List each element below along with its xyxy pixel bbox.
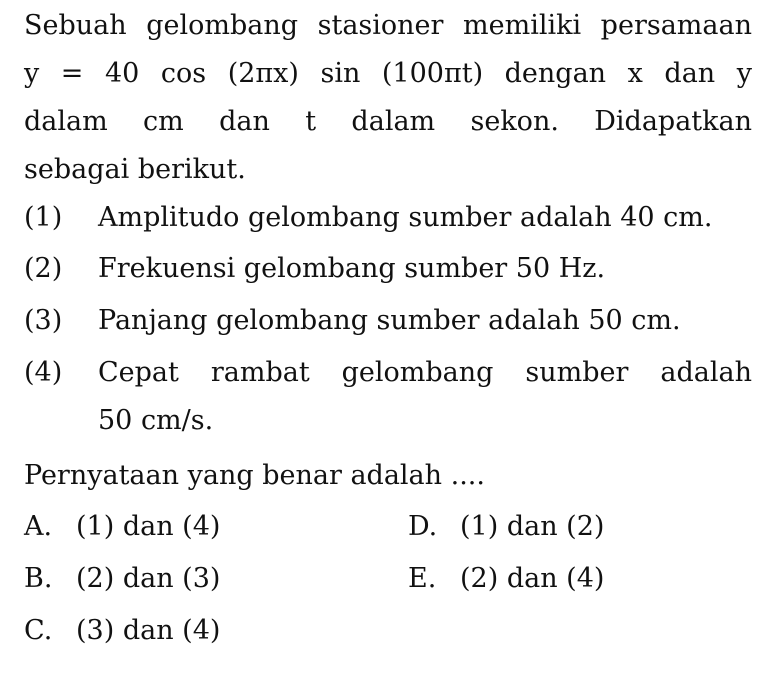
choice-c-letter: C.	[24, 615, 53, 646]
intro-line-4: sebagai berikut.	[24, 154, 246, 185]
choice-e-letter: E.	[408, 563, 437, 594]
statement-2-text: Frekuensi gelombang sumber 50 Hz.	[98, 253, 606, 284]
choice-d-letter: D.	[408, 511, 438, 542]
statement-3-text: Panjang gelombang sumber adalah 50 cm.	[98, 305, 681, 336]
statement-4-number: (4)	[24, 357, 63, 388]
choice-c-text: (3) dan (4)	[76, 615, 221, 646]
statement-2-number: (2)	[24, 253, 63, 284]
choice-d-text: (1) dan (2)	[460, 511, 605, 542]
choice-b-text: (2) dan (3)	[76, 563, 221, 594]
choice-c[interactable]	[24, 617, 220, 644]
choice-e[interactable]	[408, 565, 604, 592]
choice-a-text: (1) dan (4)	[76, 511, 221, 542]
choice-d[interactable]	[408, 513, 604, 540]
statement-1-number: (1)	[24, 202, 63, 233]
intro-line-1: Sebuah gelombang stasioner memiliki persamaan	[24, 10, 752, 41]
statement-4-text-line-2: 50 cm/s.	[98, 405, 214, 436]
statement-4-text-line-1: Cepat rambat gelombang sumber adalah	[98, 357, 752, 388]
choice-b-letter: B.	[24, 563, 53, 594]
choice-b[interactable]	[24, 565, 220, 592]
intro-line-2: y = 40 cos (2πx) sin (100πt) dengan x dan y	[24, 58, 752, 89]
statement-1-text: Amplitudo gelombang sumber adalah 40 cm.	[98, 202, 713, 233]
intro-line-3: dalam cm dan t dalam sekon. Didapatkan	[24, 106, 752, 137]
question-prompt: Pernyataan yang benar adalah ....	[24, 460, 485, 491]
choice-a[interactable]	[24, 513, 220, 540]
choice-a-letter: A.	[24, 511, 53, 542]
choice-e-text: (2) dan (4)	[460, 563, 605, 594]
statement-3-number: (3)	[24, 305, 63, 336]
